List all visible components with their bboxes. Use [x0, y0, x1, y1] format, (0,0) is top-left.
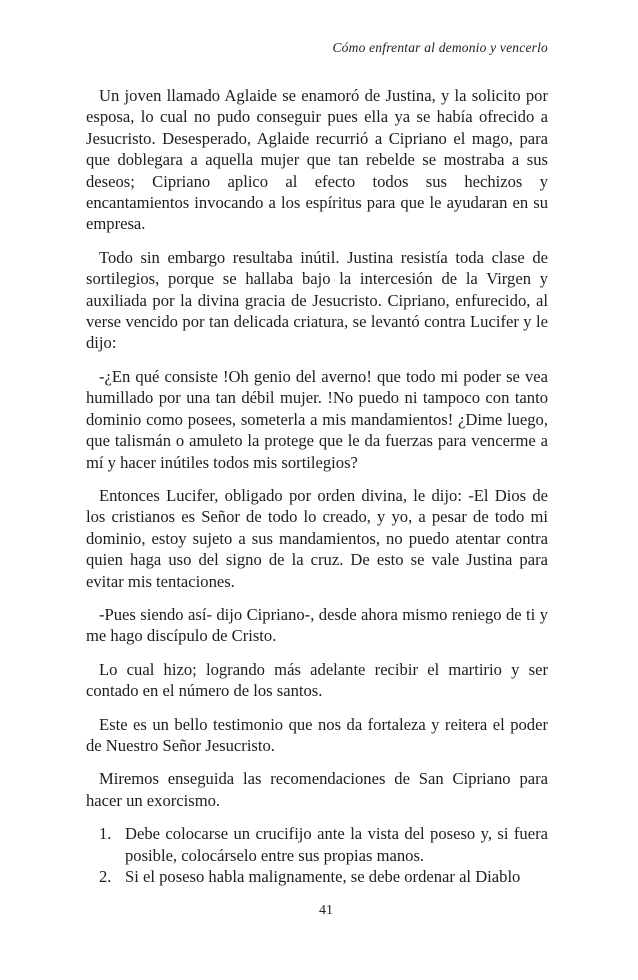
- list-item-text: Si el poseso habla malignamente, se debe ordenar al Diablo: [125, 867, 521, 886]
- paragraph-martyrdom: Lo cual hizo; logrando más adelante recibir el martirio y ser contado en el número de los santos.: [86, 659, 548, 701]
- exorcism-recommendations-list: [86, 823, 548, 887]
- list-item-text: Debe colocarse un crucifijo ante la vista del poseso y, si fuera posible, colocárselo entre sus propias manos.: [125, 824, 548, 865]
- paragraph-aglaide: Un joven llamado Aglaide se enamoró de Justina, y la solicito por esposa, lo cual no pudo conseguir pues ella ya se había ofrecido a Jesucristo. Desesperado, Aglaide recurrió a Cipriano el mago, para que doblegara a aquella mujer que tan rebelde se mostraba a sus deseos; Cipriano aplico al efecto todos sus hechizos y encantamientos invocando a los espíritus para que le ayudaran en su empresa.: [86, 86, 548, 234]
- running-header: Cómo enfrentar al demonio y vencerlo: [332, 40, 548, 55]
- paragraph-recommendations-intro: Miremos enseguida las recomendaciones de San Cipriano para hacer un exorcismo.: [86, 769, 548, 810]
- list-item-number: 1.: [99, 824, 112, 844]
- list-item-number: 2.: [99, 867, 112, 886]
- list-item: [99, 823, 548, 866]
- body-text: [86, 85, 548, 887]
- page-number: 41: [319, 903, 333, 918]
- paragraph-cipriano-question: -¿En qué consiste !Oh genio del averno! que todo mi poder se vea humillado por una tan débil mujer. !No puedo ni tampoco con tanto dominio como posees, someterla a mis mandamientos! ¿Dime luego, que talismán o amuleto la protege que le da fuerzas para vencerme a mí y hacer inútiles todos mis sortilegios?: [86, 366, 548, 472]
- paragraph-lucifer-answer: Entonces Lucifer, obligado por orden divina, le dijo: -El Dios de los cristianos es Señor de todo lo creado, y yo, a pesar de todo mi dominio, estoy sujeto a sus mandamientos, no puedo atentar contra quien haga uso del signo de la cruz. De esto se vale Justina para evitar mis tentaciones.: [86, 485, 548, 591]
- paragraph-cipriano-renounces: -Pues siendo así- dijo Cipriano-, desde ahora mismo reniego de ti y me hago discípulo de Cristo.: [86, 604, 548, 646]
- paragraph-testimony: Este es un bello testimonio que nos da fortaleza y reitera el poder de Nuestro Señor Jesucristo.: [86, 714, 548, 755]
- paragraph-justina-resists: Todo sin embargo resultaba inútil. Justina resistía toda clase de sortilegios, porque se hallaba bajo la intercesión de la Virgen y auxiliada por la divina gracia de Jesucristo. Cipriano, enfurecido, al verse vencido por tan delicada criatura, se levantó contra Lucifer y le dijo:: [86, 247, 548, 353]
- list-item: [99, 866, 548, 887]
